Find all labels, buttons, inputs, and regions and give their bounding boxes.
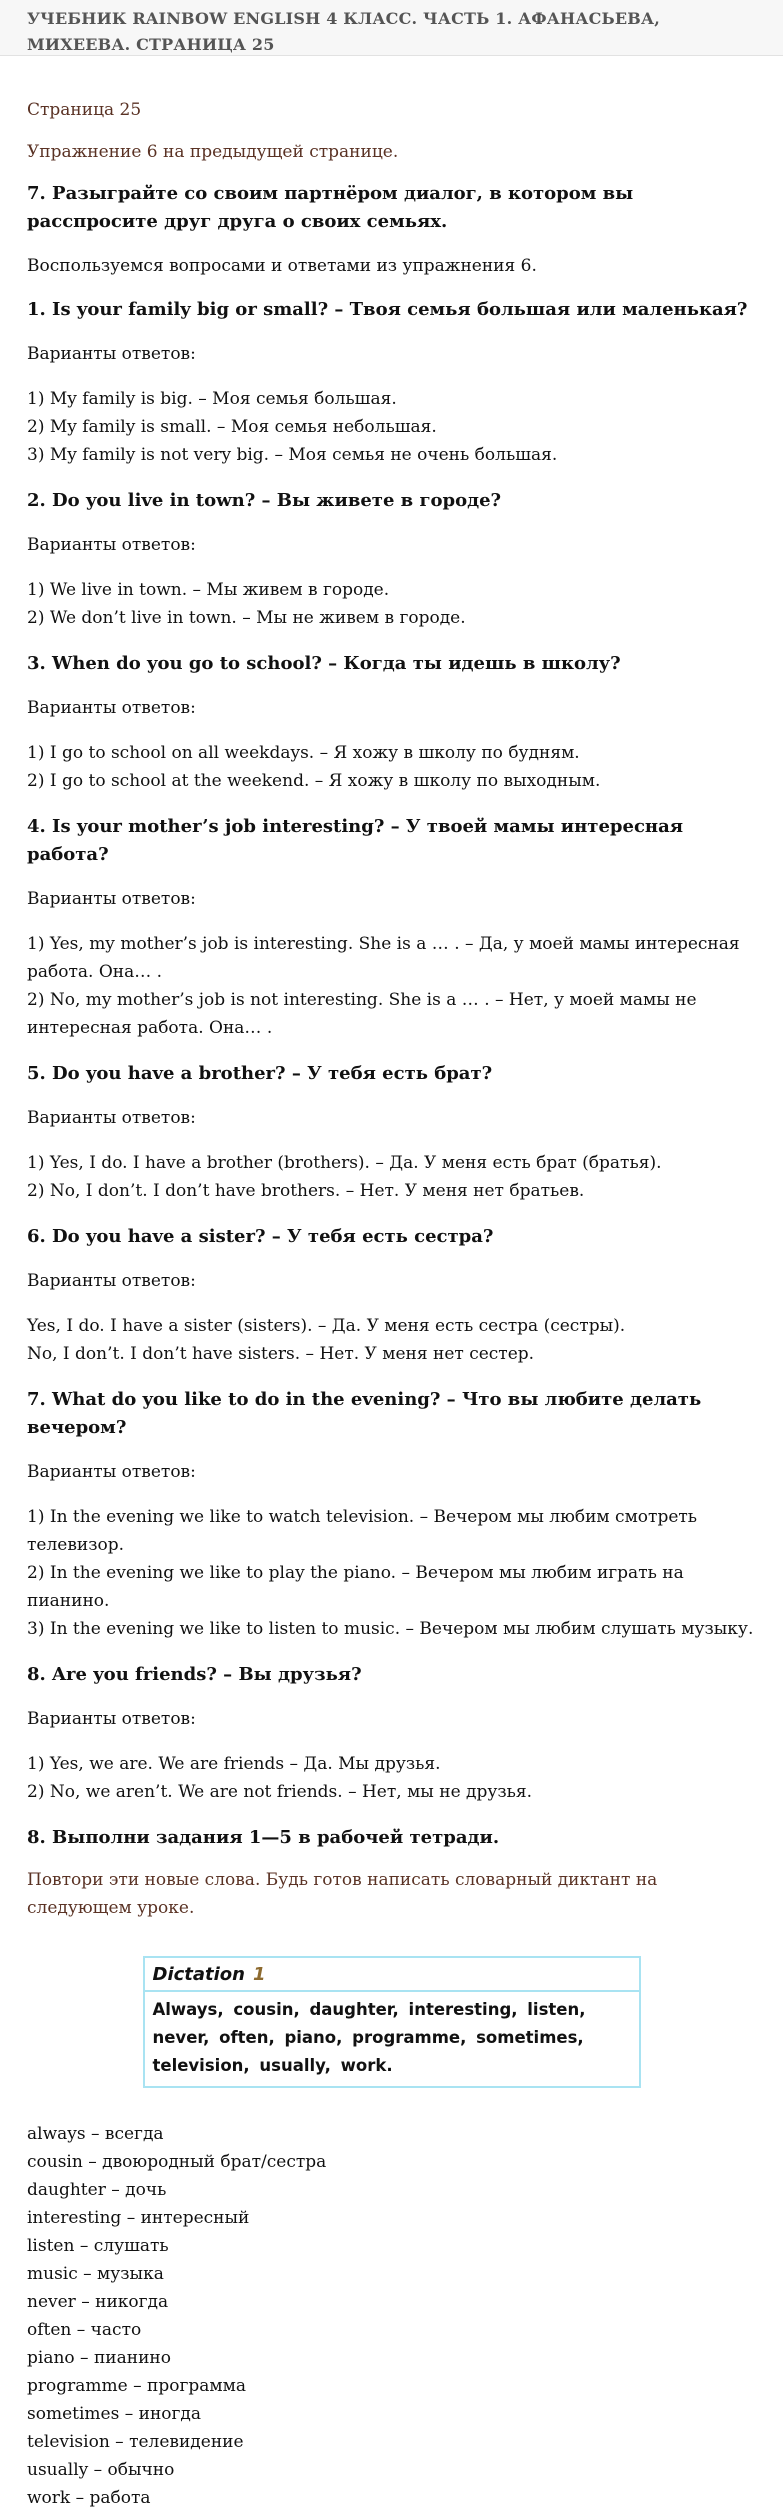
answer-line: 2) No, we aren’t. We are not friends. – Нет, мы не друзья.	[27, 1782, 533, 1802]
dictation-title: Dictation	[152, 1963, 245, 1985]
vocab-item: often – часто	[27, 2320, 142, 2340]
section-1	[27, 296, 756, 469]
section-question: 4. Is your mother’s job interesting? – У твоей мамы интересная работа?	[27, 816, 684, 865]
vocab-item: programme – программа	[27, 2376, 246, 2396]
section-question: 5. Do you have a brother? – У тебя есть брат?	[27, 1063, 493, 1084]
dictation-header	[145, 1958, 639, 1992]
options-label: Варианты ответов:	[27, 1709, 196, 1729]
task7-title: 7. Разыграйте со своим партнёром диалог, в котором вы расспросите друг друга о своих семьях.	[27, 183, 634, 232]
vocab-item: interesting – интересный	[27, 2208, 250, 2228]
answer-line: 1) My family is big. – Моя семья большая.	[27, 389, 397, 409]
options-label: Варианты ответов:	[27, 889, 196, 909]
answer-line: No, I don’t. I don’t have sisters. – Нет. У меня нет сестер.	[27, 1344, 535, 1364]
options-label: Варианты ответов:	[27, 1462, 196, 1482]
section-question: 7. What do you like to do in the evening? – Что вы любите делать вечером?	[27, 1389, 702, 1438]
answer-line: 2) I go to school at the weekend. – Я хожу в школу по выходным.	[27, 771, 601, 791]
vocabulary-list	[27, 2120, 756, 2512]
vocab-item: work – работа	[27, 2488, 151, 2508]
answer-line: 3) In the evening we like to listen to music. – Вечером мы любим слушать музыку.	[27, 1619, 754, 1639]
section-question: 8. Are you friends? – Вы друзья?	[27, 1664, 362, 1685]
answer-line: 1) Yes, I do. I have a brother (brothers). – Да. У меня есть брат (братья).	[27, 1153, 662, 1173]
options-label: Варианты ответов:	[27, 344, 196, 364]
options-label: Варианты ответов:	[27, 698, 196, 718]
dictation-words	[145, 1992, 639, 2086]
answer-line: 1) Yes, we are. We are friends – Да. Мы друзья.	[27, 1754, 441, 1774]
task8-note: Повтори эти новые слова. Будь готов написать словарный диктант на следующем уроке.	[27, 1870, 658, 1918]
answer-line: 2) No, I don’t. I don’t have brothers. – Нет. У меня нет братьев.	[27, 1181, 585, 1201]
task8-title: 8. Выполни задания 1—5 в рабочей тетради.	[27, 1827, 500, 1848]
answer-line: 2) My family is small. – Моя семья небольшая.	[27, 417, 437, 437]
vocab-item: sometimes – иногда	[27, 2404, 202, 2424]
vocab-item: never – никогда	[27, 2292, 169, 2312]
answer-line: 2) No, my mother’s job is not interesting. She is a … . – Нет, у моей мамы не интересная работа. Она… .	[27, 990, 697, 1038]
page-label: Страница 25	[27, 100, 142, 120]
section-question: 1. Is your family big or small? – Твоя семья большая или маленькая?	[27, 299, 748, 320]
article-content	[0, 56, 783, 2512]
vocab-item: music – музыка	[27, 2264, 164, 2284]
vocab-item: piano – пианино	[27, 2348, 171, 2368]
section-5	[27, 1060, 756, 1205]
answer-line: 1) We live in town. – Мы живем в городе.	[27, 580, 390, 600]
vocab-item: listen – слушать	[27, 2236, 169, 2256]
vocab-item: cousin – двоюродный брат/сестра	[27, 2152, 327, 2172]
section-8	[27, 1661, 756, 1806]
exercise-note: Упражнение 6 на предыдущей странице.	[27, 142, 399, 162]
options-label: Варианты ответов:	[27, 1108, 196, 1128]
section-7	[27, 1386, 756, 1643]
answer-line: 3) My family is not very big. – Моя семья не очень большая.	[27, 445, 558, 465]
vocab-item: daughter – дочь	[27, 2180, 167, 2200]
dictation-line: never, often, piano, programme, sometimes,	[152, 2028, 584, 2047]
section-question: 2. Do you live in town? – Вы живете в городе?	[27, 490, 502, 511]
dictation-box	[143, 1956, 641, 2088]
answer-line: 1) I go to school on all weekdays. – Я хожу в школу по будням.	[27, 743, 580, 763]
task7-note: Воспользуемся вопросами и ответами из упражнения 6.	[27, 256, 537, 276]
answer-line: 2) In the evening we like to play the piano. – Вечером мы любим играть на пианино.	[27, 1563, 684, 1611]
dictation-number: 1	[253, 1963, 266, 1985]
answer-line: 2) We don’t live in town. – Мы не живем в городе.	[27, 608, 466, 628]
dictation-wrapper	[27, 1956, 756, 2088]
section-2	[27, 487, 756, 632]
section-question: 6. Do you have a sister? – У тебя есть сестра?	[27, 1226, 494, 1247]
section-4	[27, 813, 756, 1042]
page-title: УЧЕБНИК RAINBOW ENGLISH 4 КЛАСС. ЧАСТЬ 1. АФАНАСЬЕВА, МИХЕЕВА. СТРАНИЦА 25	[27, 9, 661, 54]
options-label: Варианты ответов:	[27, 1271, 196, 1291]
vocab-item: television – телевидение	[27, 2432, 244, 2452]
answer-line: 1) In the evening we like to watch television. – Вечером мы любим смотреть телевизор.	[27, 1507, 698, 1555]
section-3	[27, 650, 756, 795]
options-label: Варианты ответов:	[27, 535, 196, 555]
vocab-item: usually – обычно	[27, 2460, 175, 2480]
vocab-item: always – всегда	[27, 2124, 164, 2144]
section-question: 3. When do you go to school? – Когда ты идешь в школу?	[27, 653, 621, 674]
section-6	[27, 1223, 756, 1368]
answer-line: Yes, I do. I have a sister (sisters). – Да. У меня есть сестра (сестры).	[27, 1316, 626, 1336]
answer-line: 1) Yes, my mother’s job is interesting. She is a … . – Да, у моей мамы интересная работа. Она… .	[27, 934, 740, 982]
dictation-line: television, usually, work.	[152, 2056, 393, 2075]
page-header	[0, 0, 783, 56]
dictation-line: Always, cousin, daughter, interesting, listen,	[152, 2000, 586, 2019]
